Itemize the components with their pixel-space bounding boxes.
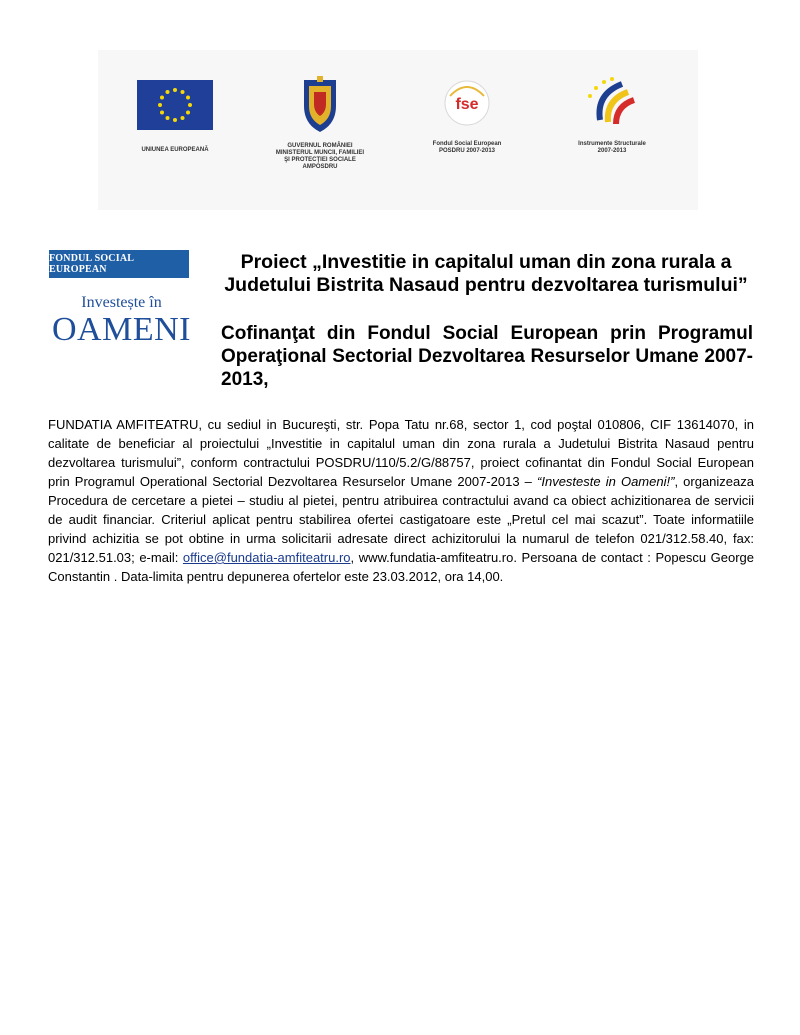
announcement-body [48,415,754,586]
body-part-3: , www.fundatia-amfiteatru.ro. Persoana de contact : Popescu George Constantin . Data-limita pentru depunerea ofertelor este 23.03.2012, ora 14,00. [48,550,755,584]
invest-line-2: OAMENI [52,311,191,348]
eu-flag-icon [137,80,213,130]
government-logo [256,80,384,171]
body-part-1: , cu sediul in Bucureşti, str. Popa Tatu nr.68, sector 1, cod poştal 010806, CIF 13614070, in calitate de beneficiar al proiectului „Investitie in capitalul uman din zona rurala a Judetului Bistrita Nasaud pentru dezvoltarea turismului”, conform contractului POSDRU/110/5.2/G/88757, proiect cofinantat din Fondul Social European prin Programul Operational Sectorial Dezvoltarea Resurselor Umane 2007-2013 – [48,417,754,489]
cofinance-statement: Cofinanţat din Fondul Social European prin Programul Operaţional Sectorial Dezvoltarea Resurselor Umane 2007- 2013, [221,323,753,390]
romania-coat-of-arms-icon [300,76,340,134]
gov-caption-1: GUVERNUL ROMÂNIEI [287,143,353,149]
gov-caption-4: AMPOSDRU [302,164,338,170]
fse-caption-1: Fondul Social European [432,141,502,147]
investeste-in-oameni-logo [49,294,194,348]
fse-logo [420,80,514,155]
email-link[interactable]: office@fundatia-amfiteatru.ro [182,550,351,565]
structural-instruments-logo [562,80,662,155]
eu-caption: UNIUNEA EUROPEANĂ [141,147,209,153]
project-title: Proiect „Investitie in capitalul uman din zona rurala a Judetului Bistrita Nasaud pentru dezvoltarea turismului” [224,251,748,296]
fse-caption-2: POSDRU 2007-2013 [438,148,496,154]
is-caption-2: 2007-2013 [597,148,627,154]
structural-instruments-icon [582,74,642,130]
fse-emblem-icon [440,76,494,130]
svg-text:fse: fse [455,96,479,113]
organization-name: FUNDATIA AMFITEATRU [48,417,199,432]
invest-line-1: Investește în [81,294,162,311]
is-caption-1: Instrumente Structurale [578,141,646,147]
body-part-2: , organizeaza Procedura de cercetare a pietei – studiu al pietei, pentru atribuirea contractului avand ca obiect achizitionarea de servicii de audit financiar. Criteriul aplicat pentru stabilirea ofertei castigatoare este „Pretul cel mai scazut”. Toate informatiile privind achizitia se pot obtine in urma solicitarii adresate direct achizitorului la numarul de telefon 021/312.58.40, fax: 021/312.51.03; e-mail: [48,474,754,565]
eu-logo [134,80,216,154]
gov-caption-2: MINISTERUL MUNCII, FAMILIEI [275,150,365,156]
gov-caption-3: ŞI PROTECŢIEI SOCIALE [284,157,356,163]
logo-strip [98,50,698,210]
slogan: “Investeste in Oameni!” [537,474,675,489]
fse-banner: FONDUL SOCIAL EUROPEAN [49,250,189,278]
